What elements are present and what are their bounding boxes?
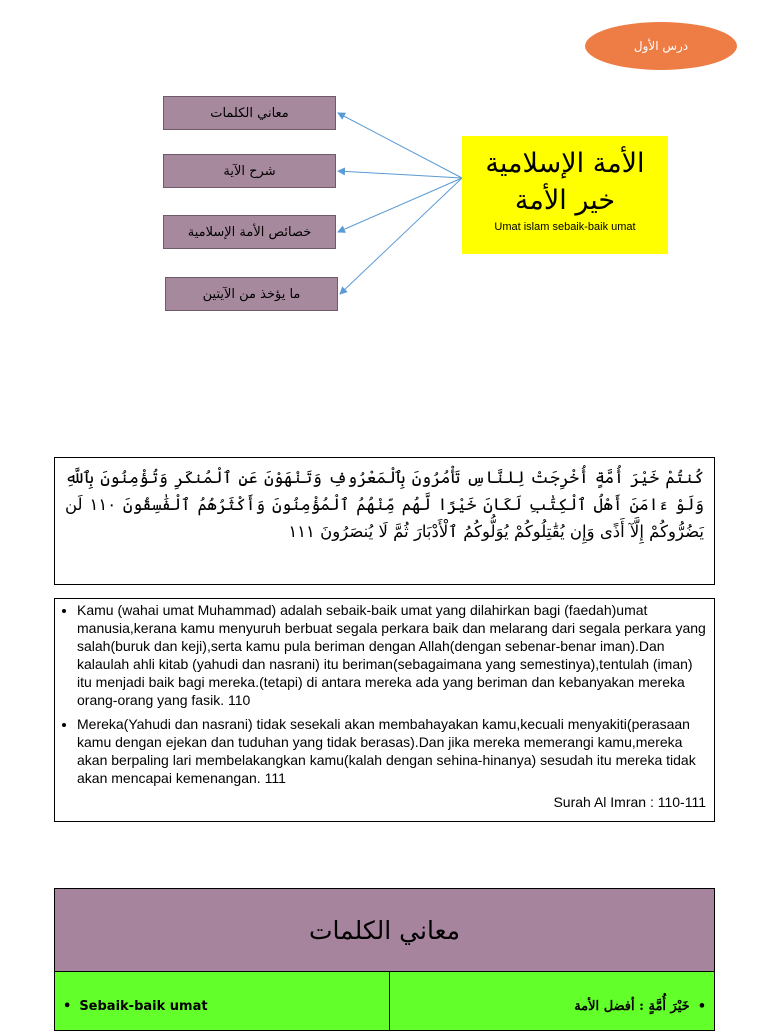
verse-source: Surah Al Imran : 110-111 xyxy=(553,794,706,810)
table-cell-arabic-text: خَيْرَ أُمَّةٍ : أفضل الأمة xyxy=(574,999,690,1014)
lesson-badge: درس الأول xyxy=(585,22,737,70)
connector-line-4 xyxy=(340,178,462,294)
connector-line-1 xyxy=(338,113,462,178)
translation-point: • Mereka(Yahudi dan nasrani) tidak sesekali akan membahayakan kamu,kecuali menyakiti(perasaan kamu dengan ejekan dan tuduhan yang tidak berasas).Dan jika mereka memerangi kamu,mereka akan berpaling lari membelakangkan kamu(kalah dengan sehina-hinanya) sesudah itu mereka tidak akan mencapai kemenangan. 111 xyxy=(77,715,706,787)
topic-box-lessons: ما يؤخذ من الآيتين xyxy=(165,277,338,311)
table-cell-malay-text: Sebaik-baik umat xyxy=(79,999,208,1014)
title-arabic-line2: خير الأمة xyxy=(514,185,616,216)
table-header: معاني الكلمات xyxy=(54,888,715,972)
title-arabic-line1: الأمة الإسلامية xyxy=(485,148,645,179)
title-subtitle: Umat islam sebaik-baik umat xyxy=(494,221,636,233)
connector-line-2 xyxy=(338,171,462,178)
topic-box-characteristics: خصائص الأمة الإسلامية xyxy=(163,215,336,249)
translation-box xyxy=(54,598,715,822)
quran-verse-text: كُنتُمْ خَيْرَ أُمَّةٍ أُخْرِجَتْ لِلنَّاسِ تَأْمُرُونَ بِٱلْمَعْرُوفِ وَتَنْهَوْنَ عَنِ ٱلْمُنكَرِ وَتُؤْمِنُونَ بِٱللَّهِ وَلَوْ ءَامَنَ أَهْلُ ٱلْكِتَٰبِ لَكَانَ خَيْرًا لَّهُم مِّنْهُمُ ٱلْمُؤْمِنُونَ وَأَكْثَرُهُمُ ٱلْفَٰسِقُونَ ١١٠ لَن يَضُرُّوكُمْ إِلَّآ أَذًى وَإِن يُقَٰتِلُوكُمْ يُوَلُّوكُمُ ٱلْأَدْبَارَ ثُمَّ لَا يُنصَرُونَ ١١١ xyxy=(65,468,704,541)
title-box xyxy=(462,136,668,254)
connector-line-3 xyxy=(338,178,462,232)
topic-box-explanation: شرح الآية xyxy=(163,154,336,188)
translation-list xyxy=(59,601,706,787)
translation-point: • Kamu (wahai umat Muhammad) adalah sebaik-baik umat yang dilahirkan bagi (faedah)umat manusia,kerana kamu menyuruh berbuat segala perkara baik dan melarang dari segala perkara yang salah(buruk dan keji),serta kamu pula beriman dengan Allah(dengan sebenar-benar iman).Dan kalaulah ahli kitab (yahudi dan nasrani) itu beriman(sebagaimana yang semestinya),tentulah (iman) itu menjadi baik bagi mereka.(tetapi) di antara mereka ada yang beriman dan kebanyakan mereka orang-orang yang fasik. 110 xyxy=(77,601,706,709)
topic-box-meanings: معاني الكلمات xyxy=(163,96,336,130)
quran-verse-box xyxy=(54,457,715,585)
table-cell-arabic: •خَيْرَ أُمَّةٍ : أفضل الأمة xyxy=(389,971,715,1031)
table-cell-malay: • Sebaik-baik umat xyxy=(54,971,390,1031)
